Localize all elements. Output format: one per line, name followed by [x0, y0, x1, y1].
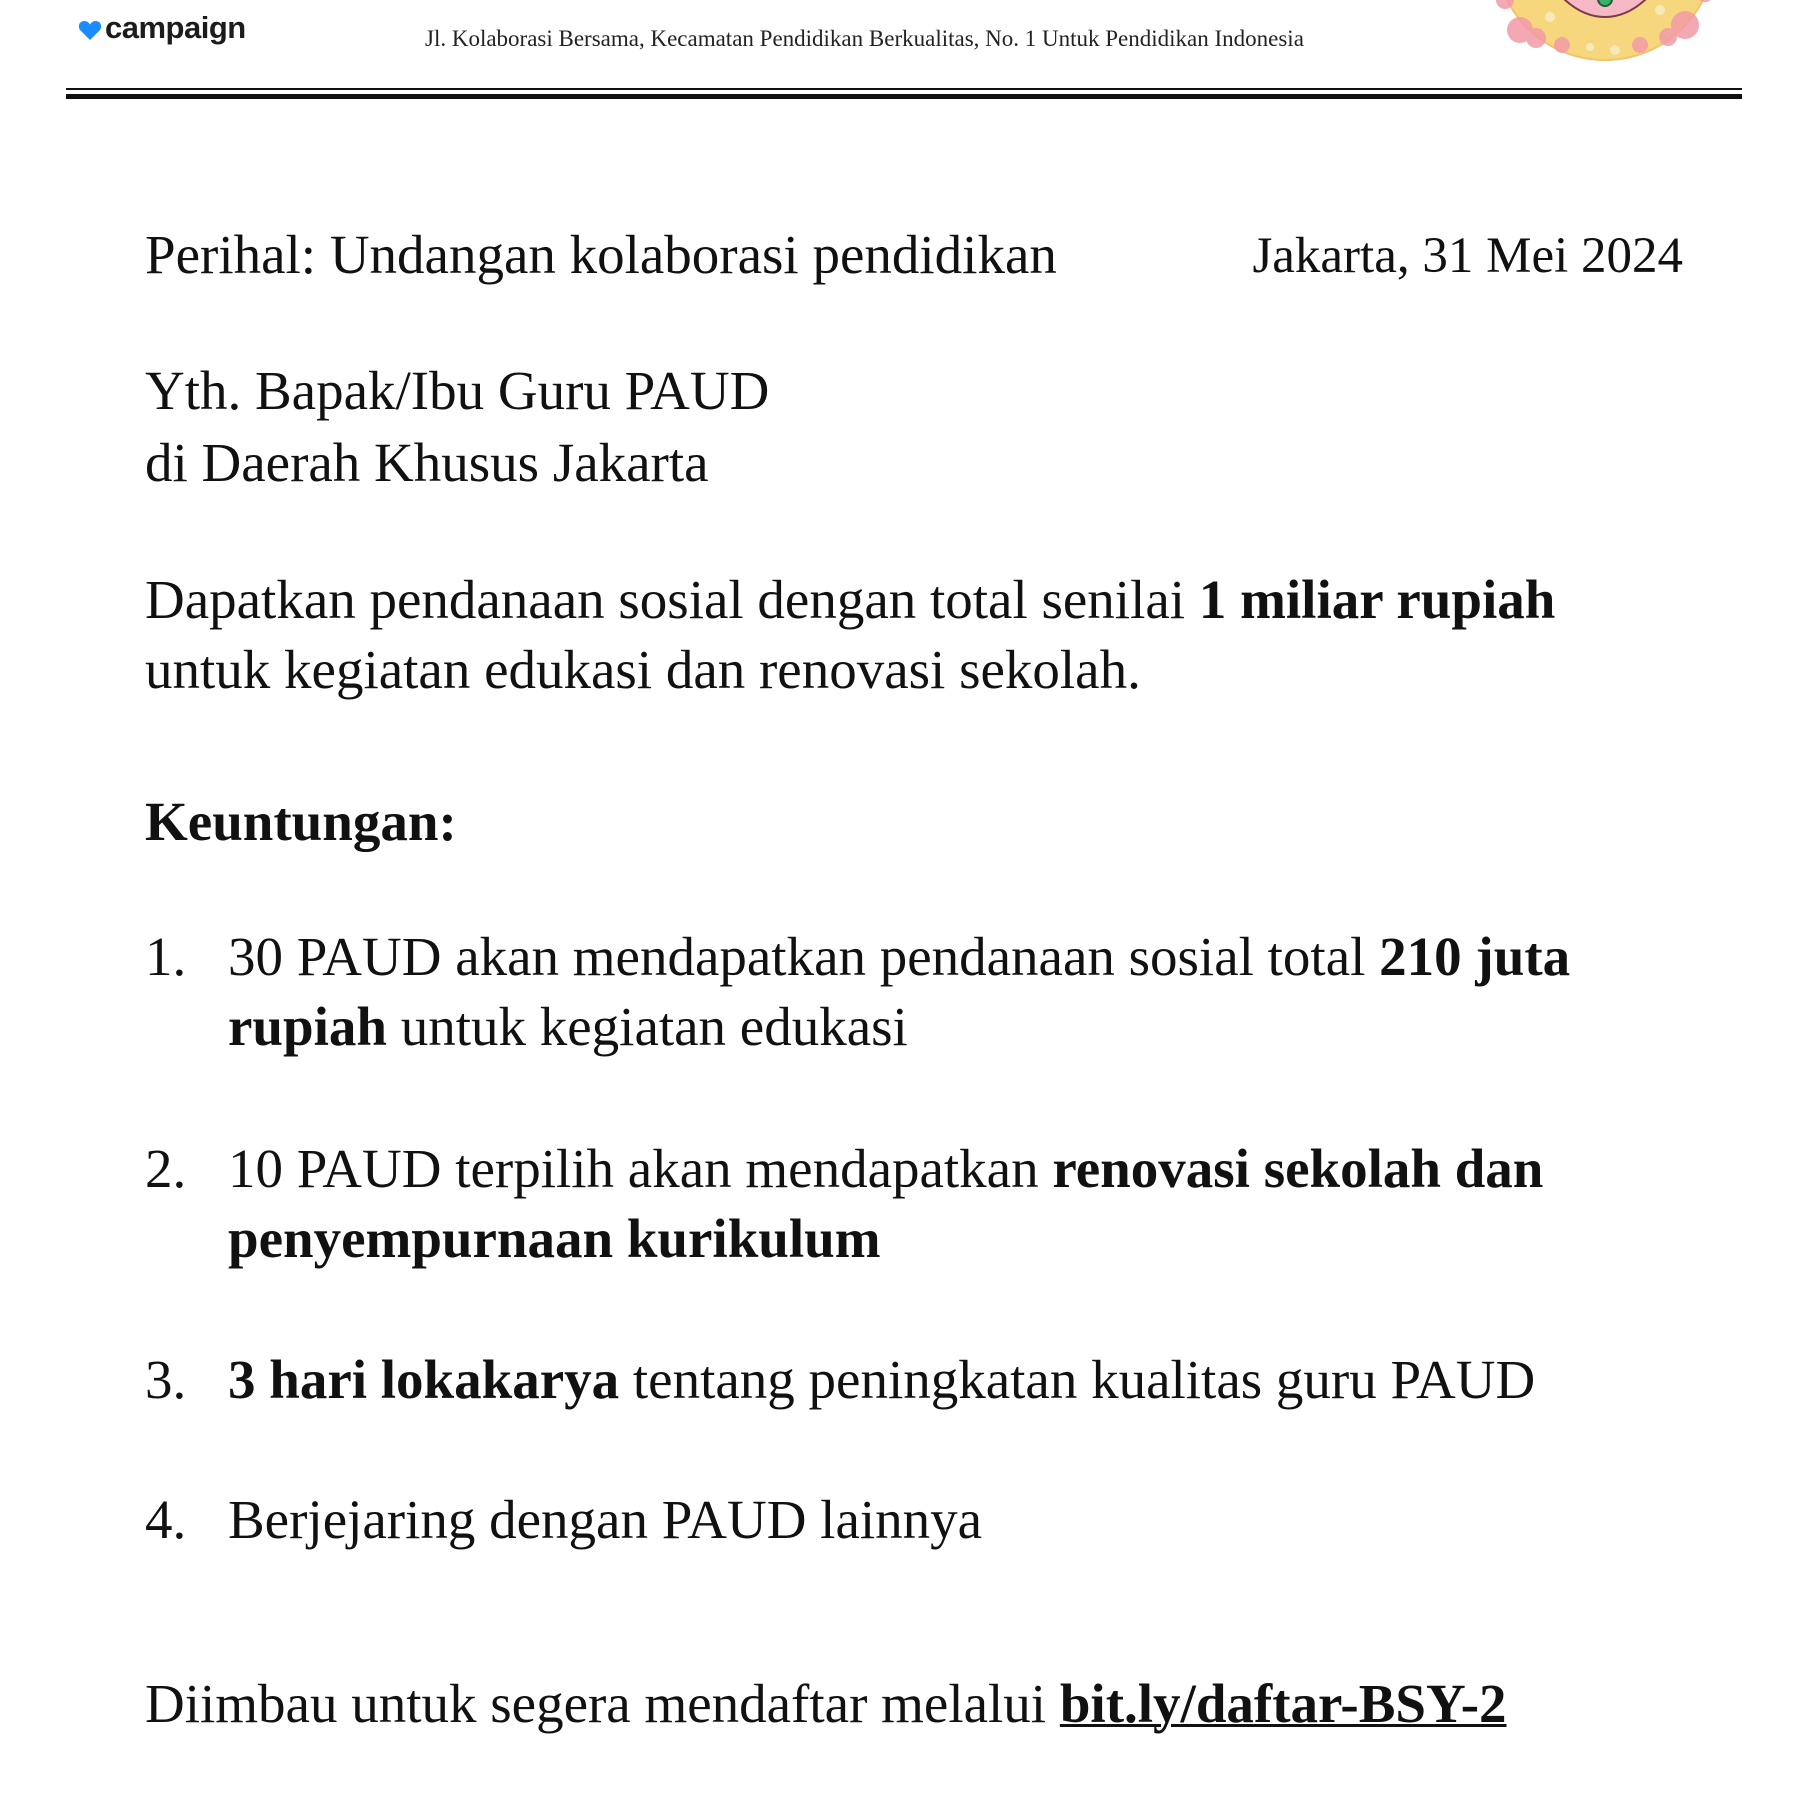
- logo-text: campaign: [105, 10, 246, 45]
- recipient-line-1: Yth. Bapak/Ibu Guru PAUD: [145, 360, 770, 421]
- registration-link[interactable]: bit.ly/daftar-BSY-2: [1059, 1673, 1507, 1734]
- letterhead-address: Jl. Kolaborasi Bersama, Kecamatan Pendidikan Berkualitas, No. 1 Untuk Pendidikan Indonesia: [425, 26, 1304, 51]
- benefit-text-bold: 210 juta rupiah: [228, 926, 1571, 1057]
- benefit-item: [145, 1345, 1685, 1415]
- benefit-text-bold: 3 hari lokakarya: [228, 1349, 620, 1410]
- benefit-item: [145, 1134, 1685, 1274]
- benefit-text-pre: 30 PAUD akan mendapatkan pendanaan sosial total: [228, 926, 1380, 987]
- benefit-text: [228, 1485, 1685, 1555]
- benefit-number: 1.: [145, 926, 187, 987]
- heart-icon: [78, 19, 102, 41]
- intro-text-end: untuk kegiatan edukasi dan renovasi sekolah.: [145, 639, 1141, 700]
- benefits-heading: Keuntungan:: [145, 791, 457, 852]
- letter-date: Jakarta, 31 Mei 2024: [1252, 228, 1683, 284]
- floral-seal-icon: [1490, 0, 1720, 65]
- header-rule-thin: [66, 88, 1742, 90]
- benefit-text-post: untuk kegiatan edukasi: [386, 996, 908, 1057]
- benefit-text: [228, 922, 1685, 1062]
- benefit-item: [145, 1485, 1685, 1555]
- campaign-logo: [78, 10, 246, 46]
- letterhead: [0, 0, 1800, 110]
- recipient-line-2: di Daerah Khusus Jakarta: [145, 432, 709, 493]
- intro-text: Dapatkan pendanaan sosial dengan total senilai: [145, 569, 1199, 630]
- benefit-number: 3.: [145, 1349, 187, 1410]
- benefit-number: 2.: [145, 1138, 187, 1199]
- benefit-item: [145, 922, 1685, 1062]
- benefit-number: 4.: [145, 1489, 187, 1550]
- benefit-text-pre: 10 PAUD terpilih akan mendapatkan: [228, 1138, 1053, 1199]
- benefit-text: [228, 1345, 1685, 1415]
- call-to-action: [145, 1672, 1507, 1735]
- benefit-text-post: tentang peningkatan kualitas guru PAUD: [619, 1349, 1536, 1410]
- letter-subject: Perihal: Undangan kolaborasi pendidikan: [145, 224, 1057, 285]
- benefit-text: [228, 1134, 1685, 1274]
- intro-paragraph: [145, 565, 1685, 705]
- benefit-text-bold: renovasi sekolah dan penyempurnaan kurikulum: [228, 1138, 1544, 1269]
- benefit-text-pre: Berjejaring dengan PAUD lainnya: [228, 1489, 983, 1550]
- intro-amount: 1 miliar rupiah: [1198, 569, 1556, 630]
- cta-text: Diimbau untuk segera mendaftar melalui: [145, 1673, 1060, 1734]
- header-rule-thick: [66, 94, 1742, 99]
- recipient: [145, 355, 769, 499]
